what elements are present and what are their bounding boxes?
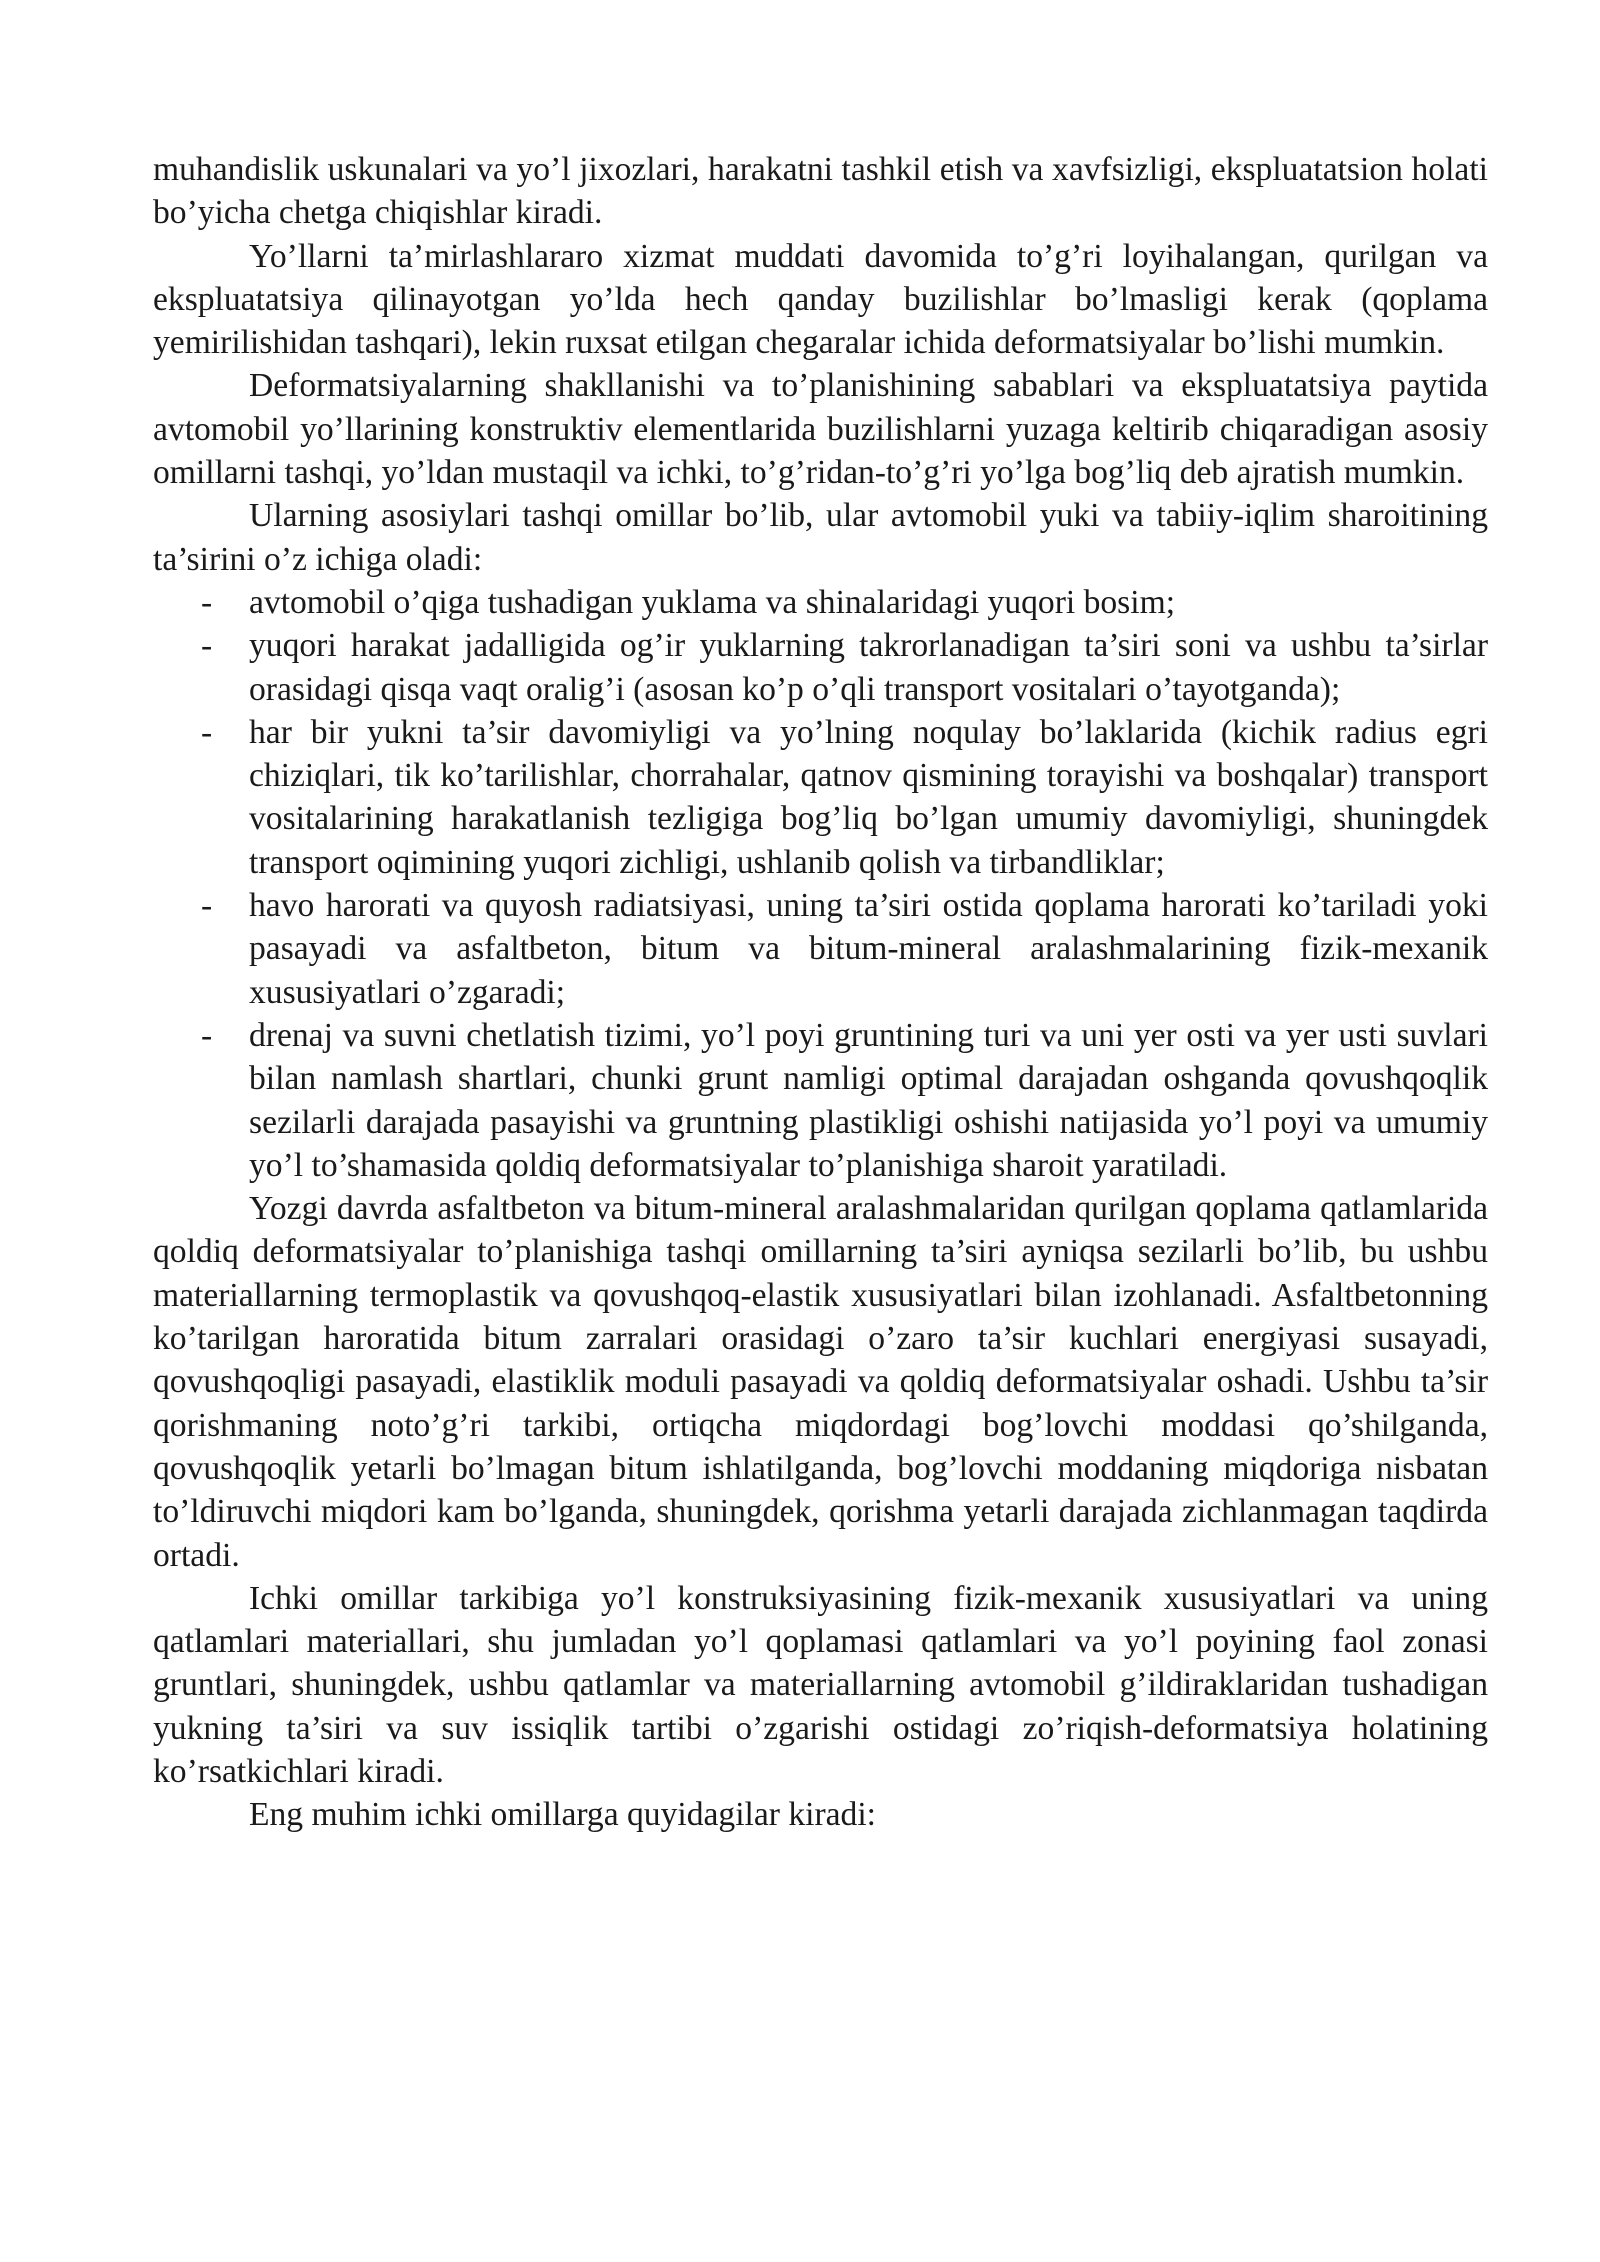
paragraph-continuation: muhandislik uskunalari va yo’l jixozlari, harakatni tashkil etish va xavfsizligi, ekspluatatsion holati bo’yicha chetga chiqishlar kiradi. — [153, 151, 1488, 232]
paragraph-service-period: Yo’llarni ta’mirlashlararo xizmat muddati davomida to’g’ri loyihalangan, qurilgan va ekspluatatsiya qilinayotgan yo’lda hech qanday buzilishlar bo’lmasligi kerak (qoplama yemirilishidan tashqari), lekin ruxsat etilgan chegaralar ichida deformatsiyalar bo’lishi mumkin. — [153, 237, 1488, 362]
paragraph-external-factors: Ularning asosiylari tashqi omillar bo’lib, ular avtomobil yuki va tabiiy-iqlim sharoitining ta’sirini o’z ichiga oladi: — [153, 497, 1488, 578]
list-item-text: avtomobil o’qiga tushadigan yuklama va shinalaridagi yuqori bosim; — [249, 583, 1176, 621]
list-item — [153, 1014, 1488, 1187]
paragraph-most-important-internal: Eng muhim ichki omillarga quyidagilar kiradi: — [249, 1796, 876, 1834]
list-item — [153, 711, 1488, 884]
bullet-marker: - — [201, 583, 213, 621]
list-item-text: yuqori harakat jadalligida og’ir yuklarning takrorlanadigan ta’siri soni va ushbu ta’sirlar orasidagi qisqa vaqt oralig’i (asosan ko’p o’qli transport vositalari o’tayotganda); — [249, 627, 1488, 708]
paragraph-summer-period: Yozgi davrda asfaltbeton va bitum-mineral aralashmalaridan qurilgan qoplama qatlamlarida qoldiq deformatsiyalar to’planishiga tashqi omillarning ta’siri ayniqsa sezilarli bo’lib, bu ushbu materiallarning termoplastik va qovushqoq-elastik xususiyatlari bilan izohlanadi. Asfaltbetonning ko’tarilgan haroratida bitum zarralari orasidagi o’zaro ta’sir kuchlari energiyasi susayadi, qovushqoqligi pasayadi, elastiklik moduli pasayadi va qoldiq deformatsiyalar oshadi. Ushbu ta’sir qorishmaning noto’g’ri tarkibi, ortiqcha miqdordagi bog’lovchi moddasi qo’shilganda, qovushqoqlik yetarli bo’lmagan bitum ishlatilganda, bog’lovchi moddaning miqdoriga nisbatan to’ldiruvchi miqdori kam bo’lganda, shuningdek, qorishma yetarli darajada zichlanmagan taqdirda ortadi. — [153, 1190, 1488, 1574]
document-page — [153, 148, 1488, 1837]
bullet-marker: - — [201, 627, 213, 665]
paragraph-internal-factors: Ichki omillar tarkibiga yo’l konstruksiyasining fizik-mexanik xususiyatlari va uning qatlamlari materiallari, shu jumladan yo’l qoplamasi qatlamlari va yo’l poyining faol zonasi gruntlari, shuningdek, ushbu qatlamlar va materiallarning avtomobil g’ildiraklaridan tushadigan yukning ta’siri va suv issiqlik tartibi o’zgarishi ostidagi zo’riqish-deformatsiya holatining ko’rsatkichlari kiradi. — [153, 1579, 1488, 1790]
list-item-text: har bir yukni ta’sir davomiyligi va yo’lning noqulay bo’laklarida (kichik radius egri chiziqlari, tik ko’tarilishlar, chorrahalar, qatnov qismining torayishi va boshqalar) transport vositalarining harakatlanish tezligiga bog’liq bo’lgan umumiy davomiyligi, shuningdek transport oqimining yuqori zichligi, ushlanib qolish va tirbandliklar; — [249, 713, 1488, 881]
list-item — [153, 624, 1488, 711]
bullet-marker: - — [201, 887, 213, 925]
list-item-text: havo harorati va quyosh radiatsiyasi, uning ta’siri ostida qoplama harorati ko’tariladi yoki pasayadi va asfaltbeton, bitum va bitum-mineral aralashmalarining fizik-mexanik xususiyatlari o’zgaradi; — [249, 887, 1488, 1011]
list-item-text: drenaj va suvni chetlatish tizimi, yo’l poyi gruntining turi va uni yer osti va yer usti suvlari bilan namlash shartlari, chunki grunt namligi optimal darajadan oshganda qovushqoqlik sezilarli darajada pasayishi va gruntning plastikligi oshishi natijasida yo’l poyi va umumiy yo’l to’shamasida qoldiq deformatsiyalar to’planishiga sharoit yaratiladi. — [249, 1016, 1488, 1184]
bullet-marker: - — [201, 713, 213, 751]
external-factors-list — [153, 581, 1488, 1187]
bullet-marker: - — [201, 1016, 213, 1054]
list-item — [153, 884, 1488, 1014]
list-item — [153, 581, 1488, 624]
paragraph-deformation-causes: Deformatsiyalarning shakllanishi va to’planishining sabablari va ekspluatatsiya paytida avtomobil yo’llarining konstruktiv elementlarida buzilishlarni yuzaga keltirib chiqaradigan asosiy omillarni tashqi, yo’ldan mustaqil va ichki, to’g’ridan-to’g’ri yo’lga bog’liq deb ajratish mumkin. — [153, 367, 1488, 492]
